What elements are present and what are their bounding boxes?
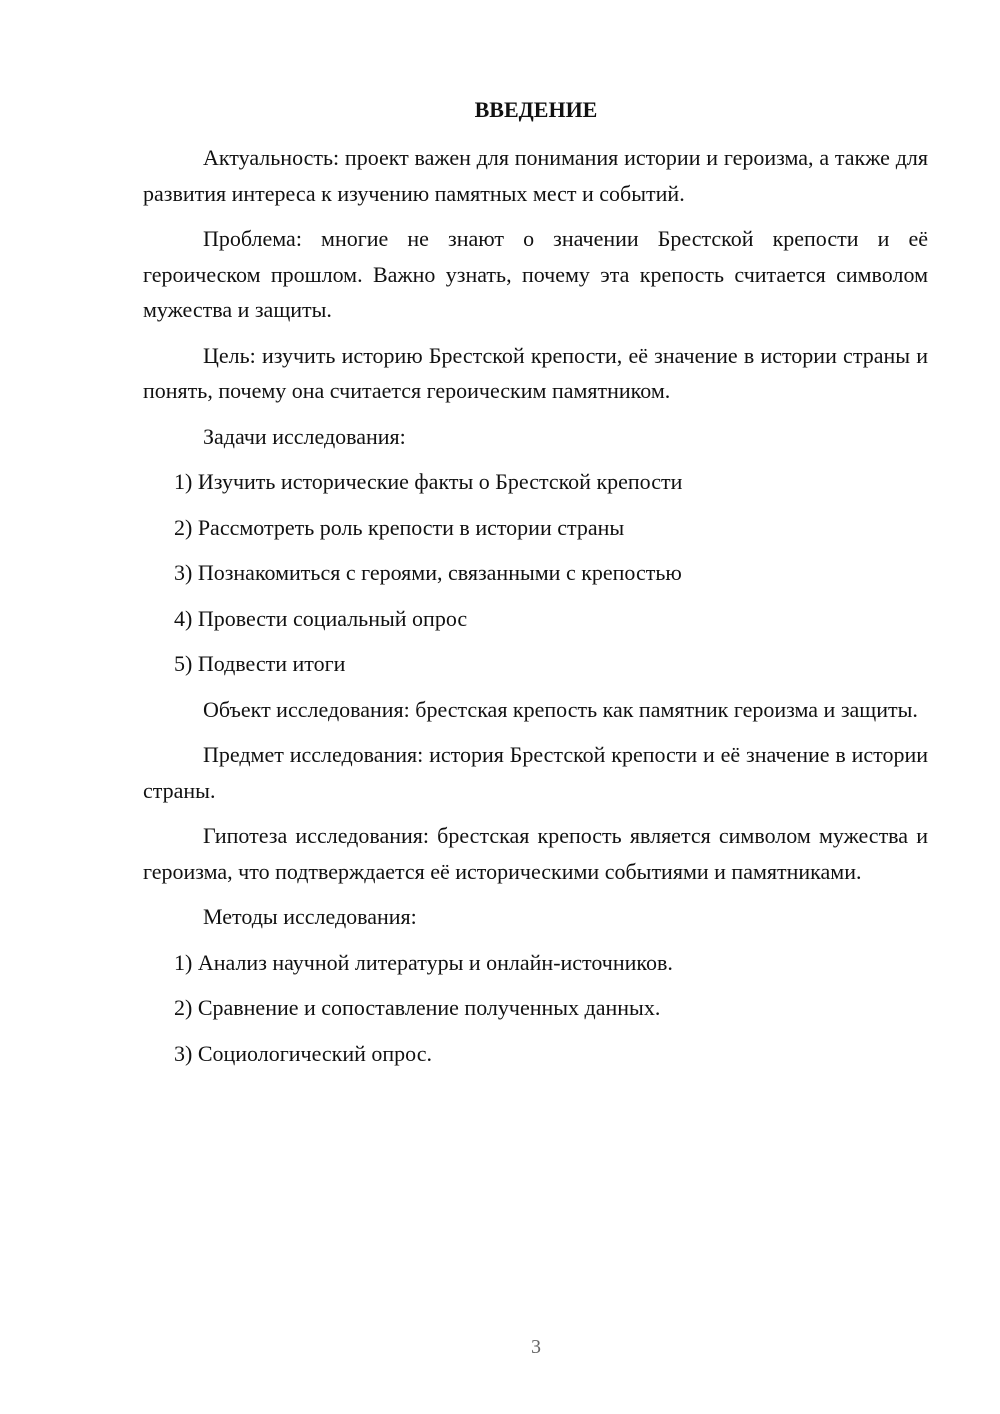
document-body: [143, 140, 928, 1081]
task-item: 3) Познакомиться с героями, связанными с крепостью: [174, 560, 682, 585]
section-heading: ВВЕДЕНИЕ: [474, 97, 598, 122]
methods-title: Методы исследования:: [203, 904, 417, 929]
task-item: 2) Рассмотреть роль крепости в истории страны: [174, 514, 625, 540]
method-item: 2) Сравнение и сопоставление полученных данных.: [174, 995, 661, 1020]
page-number: 3: [531, 1336, 541, 1358]
task-item: 5) Подвести итоги: [174, 651, 346, 676]
goal-paragraph: Цель: изучить историю Брестской крепости, её значение в истории страны и понять, почему она считается героическим памятником.: [143, 342, 928, 403]
relevance-paragraph: Актуальность: проект важен для понимания истории и героизма, а также для развития интереса к изучению памятных мест и событий.: [143, 145, 928, 206]
method-item: 3) Социологический опрос.: [174, 1040, 432, 1066]
subject-paragraph: Предмет исследования: история Брестской крепости и её значение в истории страны.: [143, 742, 928, 803]
problem-paragraph: Проблема: многие не знают о значении Брестской крепости и её героическом прошлом. Важно узнать, почему эта крепость считается символом мужества и защиты.: [143, 226, 928, 322]
object-paragraph: Объект исследования: брестская крепость как памятник героизма и защиты.: [203, 696, 918, 722]
hypothesis-paragraph: Гипотеза исследования: брестская крепость является символом мужества и героизма, что подтверждается её историческими событиями и памятниками.: [143, 823, 928, 884]
task-item: 4) Провести социальный опрос: [174, 605, 468, 631]
tasks-title: Задачи исследования:: [203, 423, 406, 449]
method-item: 1) Анализ научной литературы и онлайн-источников.: [174, 949, 673, 975]
task-item: 1) Изучить исторические факты о Брестской крепости: [174, 469, 683, 494]
